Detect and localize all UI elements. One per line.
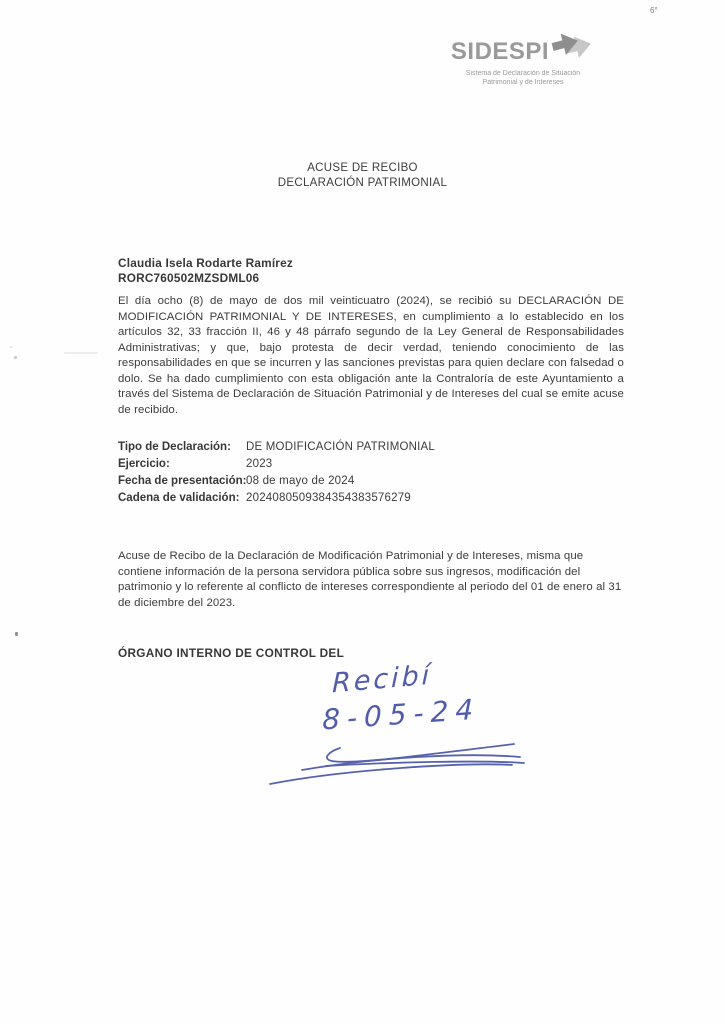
handwritten-recibi: Recibí	[331, 659, 433, 700]
detail-label-tipo: Tipo de Declaración:	[118, 441, 231, 453]
document-title	[0, 161, 725, 191]
detail-label-ejercicio: Ejercicio:	[118, 458, 170, 470]
recipient-block	[118, 256, 293, 286]
handwritten-signature	[262, 732, 552, 802]
declaration-details	[118, 441, 435, 506]
title-line-acuse: ACUSE DE RECIBO	[307, 162, 418, 174]
paragraph-summary: Acuse de Recibo de la Declaración de Modificación Patrimonial y de Intereses, misma que contiene información de la persona servidora pública sobre sus ingresos, modificación del patrimonio y lo referente al conflicto de intereses correspondiente al periodo del 01 de enero al 31 de diciembre del 2023.	[118, 550, 622, 609]
sidespi-logo-wordmark: SIDESPI	[450, 37, 550, 65]
detail-label-fecha: Fecha de presentación:	[118, 475, 247, 487]
scan-speck	[15, 632, 18, 636]
recipient-curp: RORC760502MZSDML06	[118, 271, 260, 285]
detail-value-fecha: 08 de mayo de 2024	[246, 475, 355, 487]
detail-value-cadena: 2024080509384354383576279	[246, 492, 411, 504]
detail-value-tipo: DE MODIFICACIÓN PATRIMONIAL	[246, 441, 435, 453]
recipient-name: Claudia Isela Rodarte Ramírez	[118, 256, 293, 270]
paragraph-legal: El día ocho (8) de mayo de dos mil veinticuatro (2024), se recibió su DECLARACIÓN DE MODIFICACIÓN PATRIMONIAL Y DE INTERESES, en cumplimiento a lo establecido en los artículos 32, 33 fracción II, 46 y 48 párrafo segundo de la Ley General de Responsabilidades Administrativas; y que, bajo protesta de decir verdad, teniendo conocimiento de las responsabilidades en que se incurren y las sanciones previstas para quien declare con falsedad o dolo. Se ha dado cumplimiento con esta obligación ante la Contraloría de este Ayuntamiento a través del Sistema de Declaración de Situación Patrimonial y de Intereses del cual se emite acuse de recibido.	[118, 295, 624, 416]
detail-label-cadena: Cadena de validación:	[118, 492, 240, 504]
organo-interno-heading: ÓRGANO INTERNO DE CONTROL DEL	[118, 646, 345, 660]
detail-value-ejercicio: 2023	[246, 458, 273, 470]
sidespi-logo	[438, 34, 608, 87]
title-line-declaracion: DECLARACIÓN PATRIMONIAL	[277, 177, 448, 189]
handwritten-date: 8-05-24	[322, 692, 481, 737]
sidespi-logo-tagline	[438, 70, 608, 87]
scan-artifact-mark: 6°	[650, 6, 658, 15]
scan-speck	[14, 356, 17, 359]
logo-tagline-line2: Patrimonial y de Intereses	[482, 78, 564, 86]
scan-speck	[64, 352, 98, 354]
logo-tagline-line1: Sistema de Declaración de Situación	[465, 70, 581, 77]
scan-speck	[10, 346, 12, 348]
double-right-arrow-icon	[551, 28, 595, 69]
